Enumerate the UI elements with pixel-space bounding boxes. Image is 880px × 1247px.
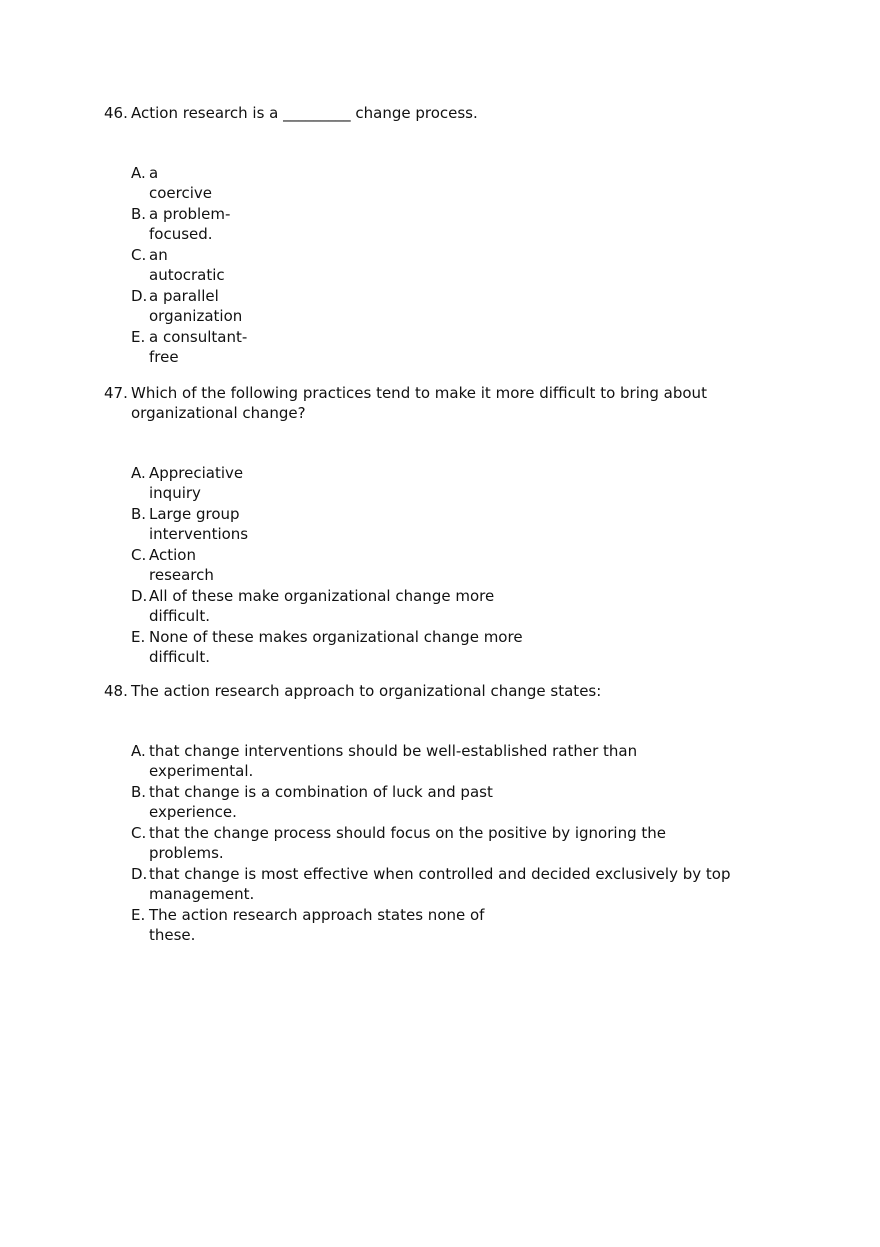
option-text: None of these makes organizational change more difﬁcult. <box>149 628 523 666</box>
question-48 <box>104 681 744 944</box>
option-text: an autocratic <box>149 246 225 284</box>
answer-option-e <box>131 327 744 367</box>
option-text: a coercive <box>149 164 213 202</box>
answer-option-e <box>131 905 744 945</box>
question-46 <box>104 103 744 366</box>
option-text: that change is a combination of luck and past experience. <box>149 783 493 821</box>
option-text: Action research <box>149 546 214 584</box>
option-letter: A. <box>131 164 146 182</box>
option-letter: E. <box>131 906 146 924</box>
answer-option-b <box>131 782 744 822</box>
answer-option-c <box>131 545 744 585</box>
answer-option-c <box>131 245 744 285</box>
answer-option-c <box>131 823 744 863</box>
question-number: 48. <box>104 682 128 700</box>
option-letter: D. <box>131 287 148 305</box>
option-letter: B. <box>131 205 147 223</box>
answer-options <box>131 163 744 367</box>
answer-options <box>131 741 744 945</box>
option-letter: D. <box>131 587 148 605</box>
answer-option-a <box>131 463 744 503</box>
option-letter: A. <box>131 742 146 760</box>
option-letter: C. <box>131 824 147 842</box>
answer-option-a <box>131 163 744 203</box>
option-letter: C. <box>131 246 147 264</box>
answer-option-d <box>131 586 744 626</box>
option-letter: E. <box>131 328 146 346</box>
question-stem <box>104 383 744 423</box>
option-letter: C. <box>131 546 147 564</box>
answer-option-e <box>131 627 744 667</box>
question-number: 47. <box>104 384 128 402</box>
question-47 <box>104 383 744 666</box>
answer-option-d <box>131 864 744 904</box>
answer-options <box>131 463 744 667</box>
option-letter: A. <box>131 464 146 482</box>
question-text: Which of the following practices tend to make it more difﬁcult to bring about organizational change? <box>131 384 707 422</box>
question-stem <box>104 681 744 701</box>
question-stem <box>104 103 744 123</box>
question-text: Action research is a _________ change process. <box>131 104 478 122</box>
option-text: All of these make organizational change more difﬁcult. <box>149 587 495 625</box>
option-text: that the change process should focus on the positive by ignoring the problems. <box>149 824 666 862</box>
answer-option-d <box>131 286 744 326</box>
option-text: Large group interventions <box>149 505 249 543</box>
option-text: The action research approach states none of these. <box>149 906 485 944</box>
question-number: 46. <box>104 104 128 122</box>
option-text: that change is most effective when controlled and decided exclusively by top management. <box>149 865 731 903</box>
option-text: that change interventions should be well-established rather than experimental. <box>149 742 638 780</box>
option-text: a consultant- free <box>149 328 248 366</box>
answer-option-b <box>131 504 744 544</box>
option-text: a parallel organization <box>149 287 243 325</box>
question-text: The action research approach to organizational change states: <box>131 682 602 700</box>
answer-option-b <box>131 204 744 244</box>
option-text: Appreciative inquiry <box>149 464 244 502</box>
answer-option-a <box>131 741 744 781</box>
option-letter: B. <box>131 783 147 801</box>
option-letter: B. <box>131 505 147 523</box>
option-letter: D. <box>131 865 148 883</box>
option-letter: E. <box>131 628 146 646</box>
option-text: a problem- focused. <box>149 205 231 243</box>
